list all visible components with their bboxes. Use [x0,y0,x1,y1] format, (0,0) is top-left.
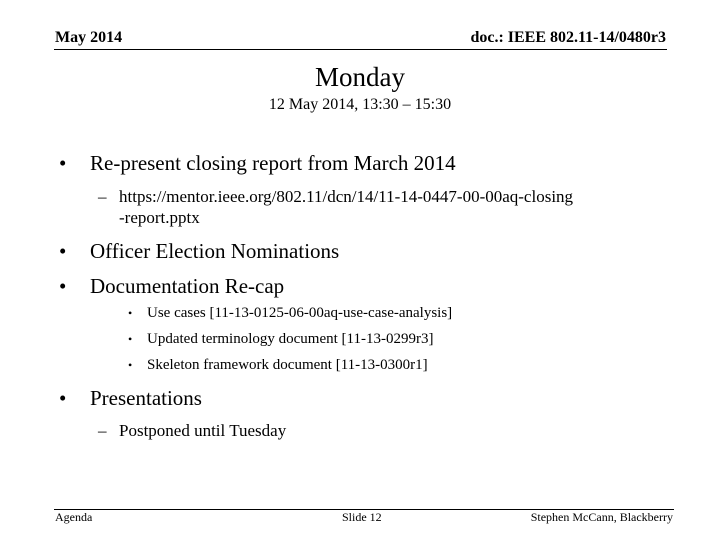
bullet-marker: • [59,151,67,175]
dash-marker: – [98,187,107,206]
sub-bullet-text: Postponed until Tuesday [119,421,287,440]
sub-sub-bullet-text: Updated terminology document [11-13-0299r3] [147,331,434,347]
bullet-text: Officer Election Nominations [90,239,340,263]
slide-title: Monday [315,62,405,92]
bullet-marker: • [128,332,133,346]
footer-section: Agenda [55,510,93,524]
bullet-marker: • [59,239,67,263]
bullet-item [59,151,456,176]
sub-sub-bullet-text: Use cases [11-13-0125-06-00aq-use-case-analysis] [147,305,453,321]
bullet-item [59,239,339,264]
sub-sub-bullet-text: Skeleton framework document [11-13-0300r1] [147,357,428,373]
sub-sub-bullet-item [128,331,433,348]
bullet-text: Documentation Re-cap [90,274,285,298]
link-text-line1[interactable]: https://mentor.ieee.org/802.11/dcn/14/11-14-0447-00-00aq-closing [119,187,574,206]
footer-slide-number: Slide 12 [342,510,382,524]
bullet-marker: • [59,386,67,410]
bullet-item [59,274,284,299]
header-doc-id: doc.: IEEE 802.11-14/0480r3 [470,29,666,46]
sub-bullet-item [98,420,286,441]
slide-subtitle: 12 May 2014, 13:30 – 15:30 [268,96,452,113]
bullet-marker: • [128,358,133,372]
sub-sub-bullet-item [128,305,452,322]
bullet-marker: • [128,306,133,320]
dash-marker: – [98,421,107,440]
link-text-line2[interactable]: -report.pptx [119,208,200,227]
footer-author: Stephen McCann, Blackberry [530,510,673,524]
header-date: May 2014 [55,29,123,46]
bullet-text: Presentations [90,386,202,410]
bullet-item [59,386,202,411]
sub-bullet-item [98,186,573,228]
bullet-text: Re-present closing report from March 2014 [90,151,456,175]
header-divider [54,49,667,50]
sub-sub-bullet-item [128,357,428,374]
bullet-marker: • [59,274,67,298]
